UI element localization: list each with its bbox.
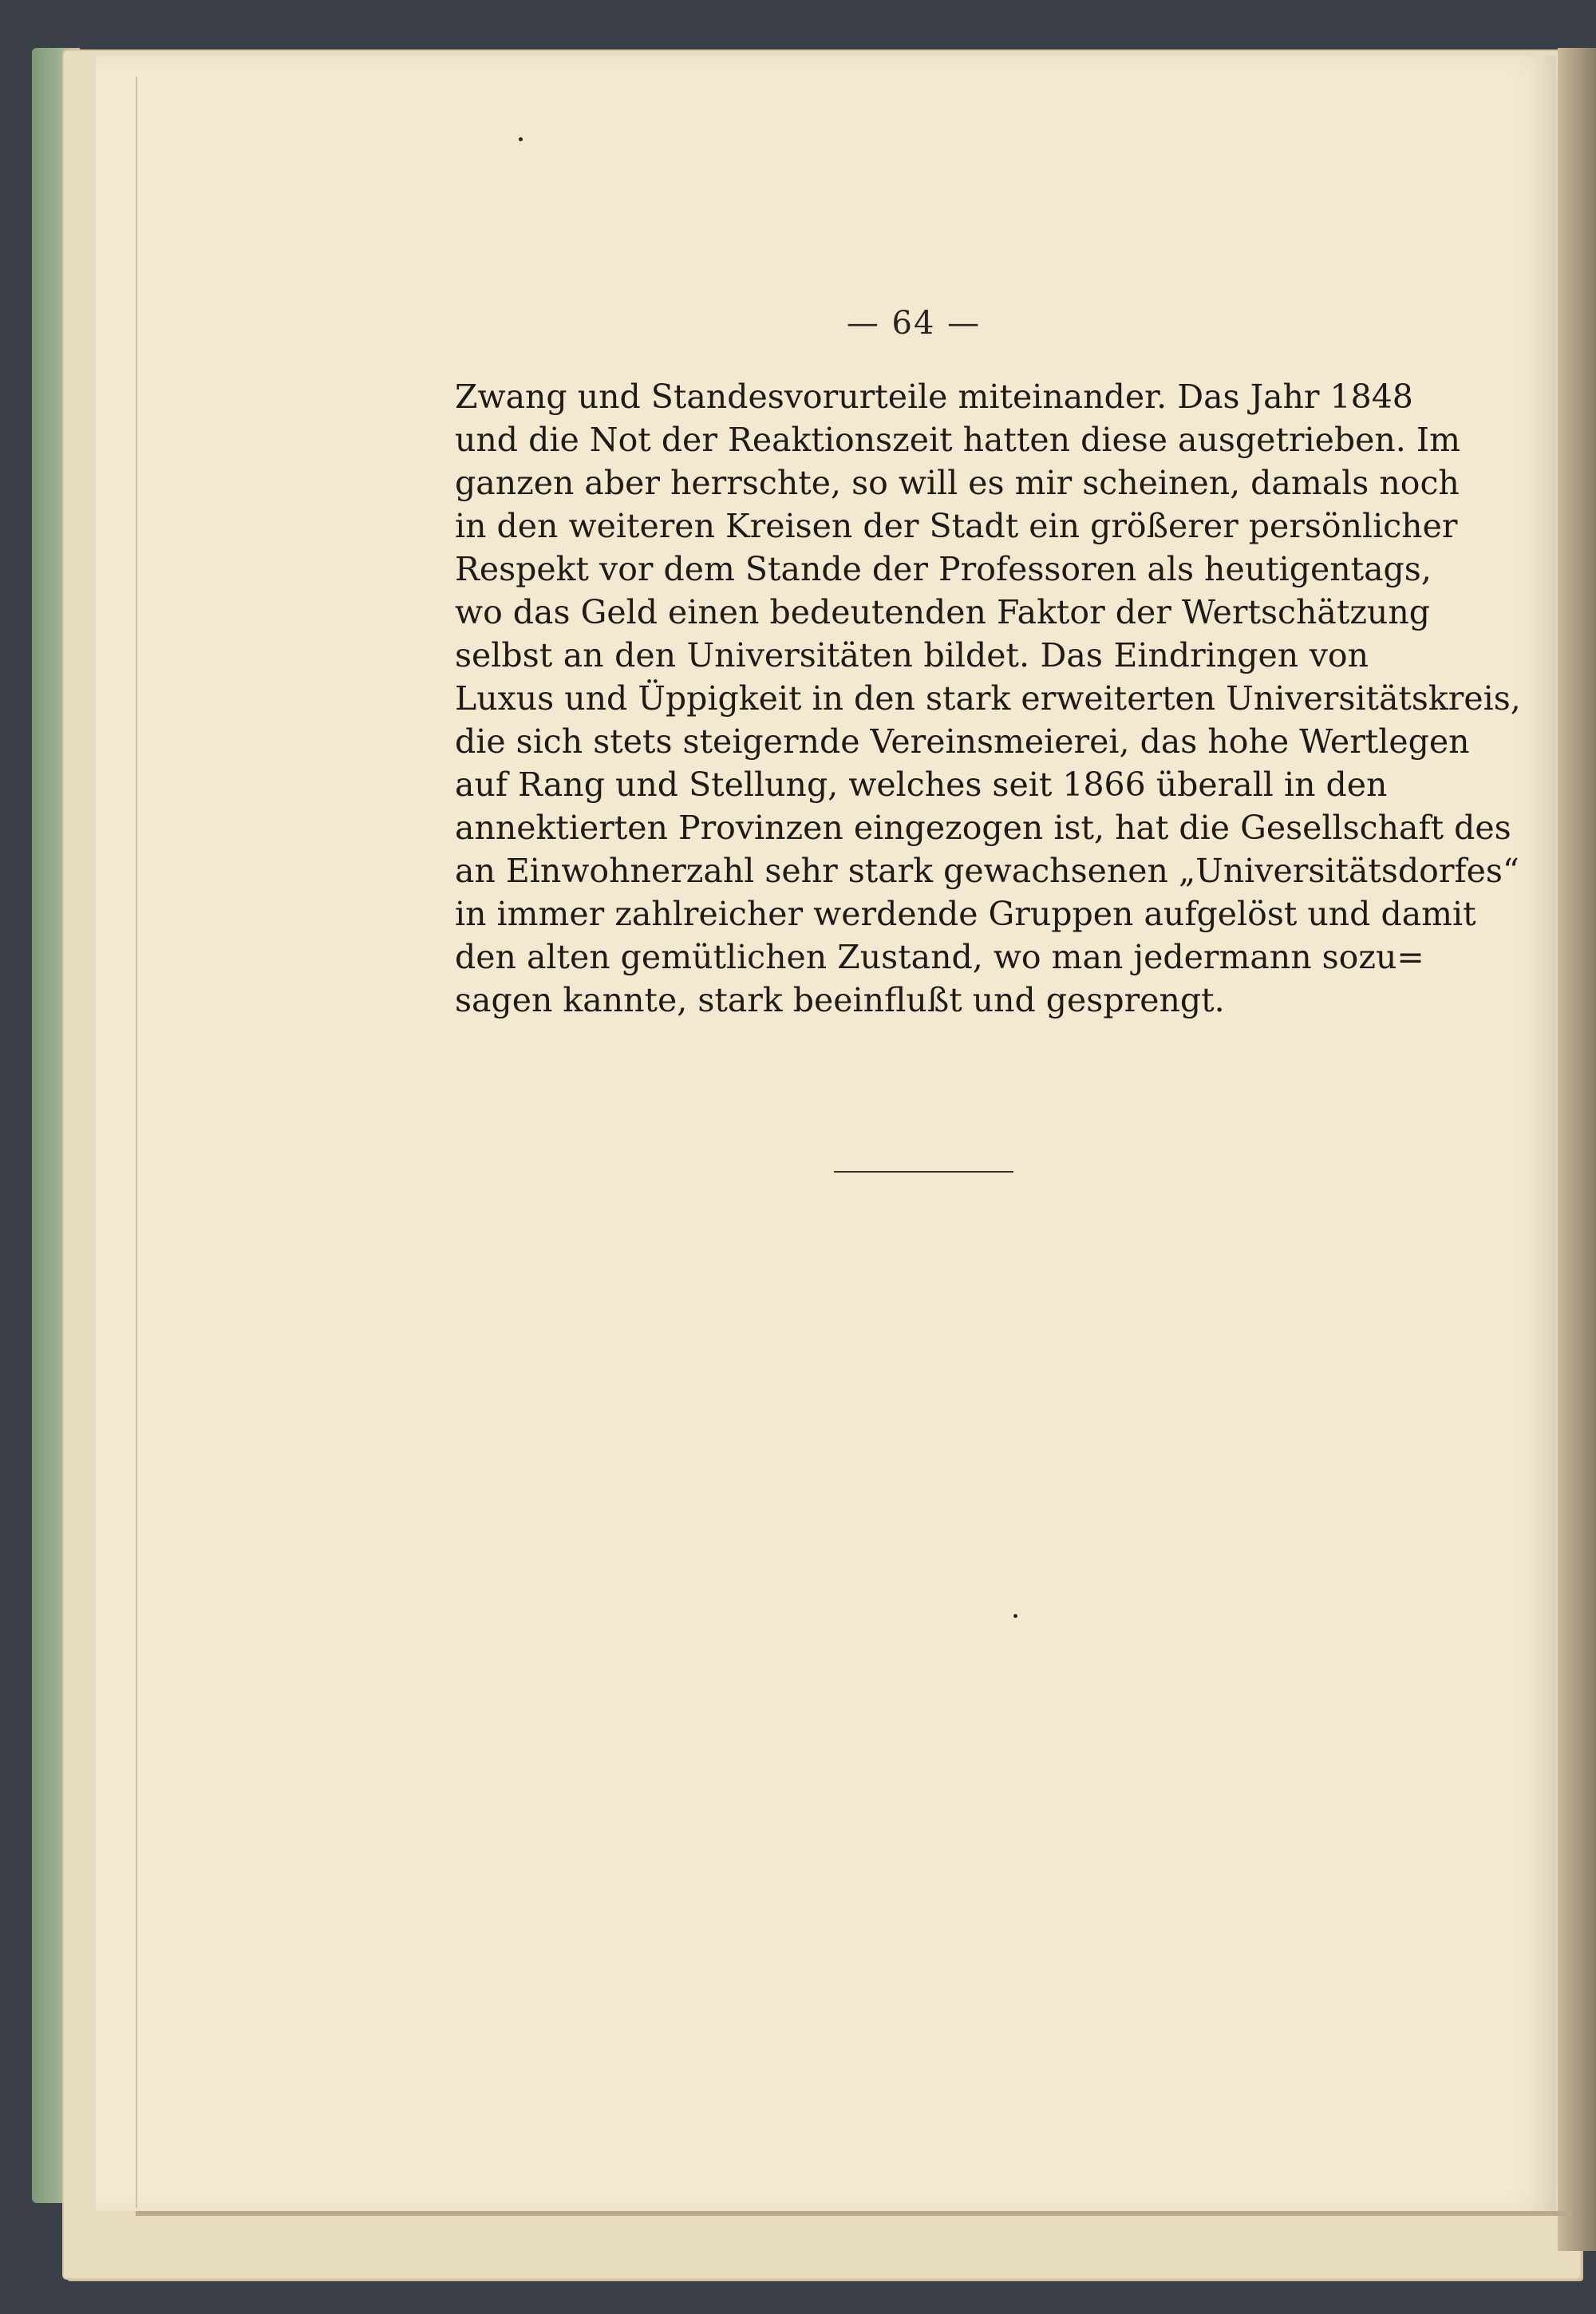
text-line: und die Not der Reaktionszeit hatten diese ausgetrieben. Im xyxy=(455,421,1460,459)
text-line: annektierten Provinzen eingezogen ist, hat die Gesellschaft des xyxy=(455,809,1511,847)
text-line: an Einwohnerzahl sehr stark gewachsenen „Universitätsdorfes“ xyxy=(455,852,1519,890)
ink-speck xyxy=(519,137,523,141)
page-inner-margin xyxy=(136,77,137,2208)
text-line: in den weiteren Kreisen der Stadt ein größerer persönlicher xyxy=(455,507,1458,545)
text-line: sagen kannte, stark beeinflußt und gesprengt. xyxy=(455,981,1225,1019)
text-line: den alten gemütlichen Zustand, wo man jedermann sozu= xyxy=(455,938,1424,976)
text-line: in immer zahlreicher werdende Gruppen aufgelöst und damit xyxy=(455,895,1476,933)
text-line: Luxus und Üppigkeit in den stark erweiterten Universitätskreis, xyxy=(455,679,1521,718)
section-divider xyxy=(834,1171,1013,1173)
text-line: wo das Geld einen bedeutenden Faktor der Wertschätzung xyxy=(455,593,1430,631)
body-text xyxy=(455,375,1521,1022)
text-line: ganzen aber herrschte, so will es mir scheinen, damals noch xyxy=(455,464,1460,502)
text-line: Respekt vor dem Stande der Professoren als heutigentags, xyxy=(455,550,1432,588)
page-bottom-edge xyxy=(136,2211,1572,2216)
ink-speck xyxy=(1013,1614,1017,1618)
text-line: auf Rang und Stellung, welches seit 1866 überall in den xyxy=(455,765,1388,804)
page-number: — 64 — xyxy=(846,305,982,342)
text-line: Zwang und Standesvorurteile miteinander. Das Jahr 1848 xyxy=(455,378,1413,416)
text-line: die sich stets steigernde Vereinsmeierei, das hohe Wertlegen xyxy=(455,722,1470,761)
text-line: selbst an den Universitäten bildet. Das Eindringen von xyxy=(455,636,1369,674)
facing-page-edge xyxy=(1558,48,1596,2251)
